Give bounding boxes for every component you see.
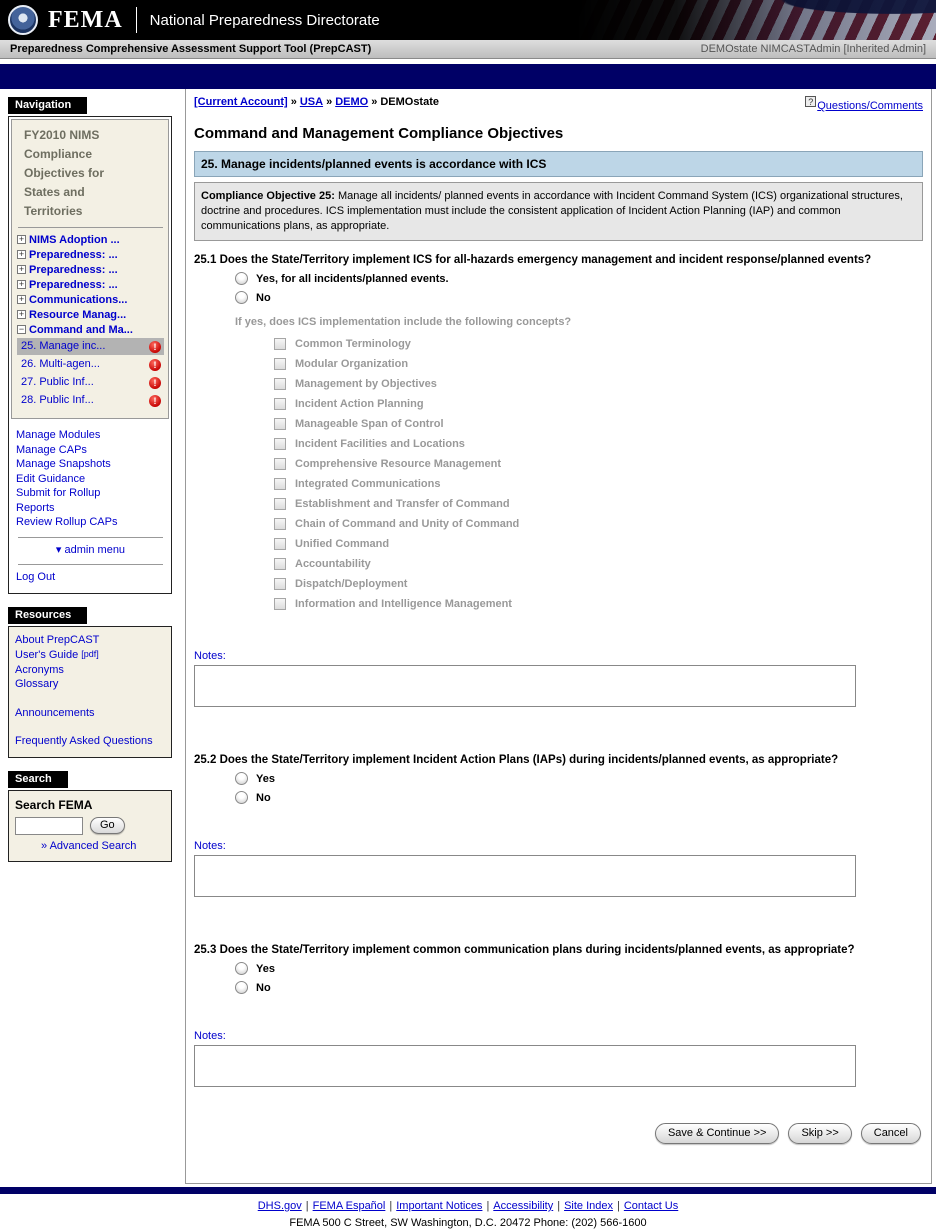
- spacer: [15, 720, 165, 734]
- concept-row: [274, 454, 923, 474]
- navigation-panel: [8, 116, 172, 594]
- footer-separator: |: [616, 1200, 620, 1212]
- q2-notes-textarea[interactable]: [194, 855, 856, 897]
- q1-followup-text: If yes, does ICS implementation include the following concepts?: [235, 316, 572, 328]
- concept-label: Management by Objectives: [295, 378, 437, 390]
- concept-label: Accountability: [295, 558, 371, 570]
- app-title-bar: [0, 40, 936, 59]
- concept-row: [274, 374, 923, 394]
- expand-icon[interactable]: +: [18, 234, 25, 244]
- q1-concepts-list: [274, 334, 923, 614]
- tree-item-resource-management[interactable]: [17, 308, 139, 322]
- concept-checkbox: [274, 418, 286, 430]
- q3-yes-label[interactable]: Yes: [256, 962, 275, 975]
- footer-navy-bar: [0, 1187, 936, 1194]
- alert-icon: !: [149, 359, 161, 371]
- concept-row: [274, 594, 923, 614]
- announcements-link[interactable]: Announcements: [15, 706, 95, 719]
- q2-no-label[interactable]: No: [256, 791, 271, 804]
- admin-menu-row: [16, 543, 165, 558]
- faq-link[interactable]: Frequently Asked Questions: [15, 735, 153, 747]
- breadcrumb-separator: »: [326, 96, 333, 108]
- sidebar: [8, 89, 172, 862]
- footer-link-site-index[interactable]: Site Index: [564, 1200, 613, 1212]
- concept-checkbox: [274, 438, 286, 450]
- directorate-title: National Preparedness Directorate: [149, 11, 380, 29]
- concept-checkbox: [274, 458, 286, 470]
- resource-row: [15, 633, 165, 648]
- sub-item-label[interactable]: 27. Public Inf...: [21, 376, 94, 388]
- footer-link-espanol[interactable]: FEMA Español: [312, 1200, 386, 1212]
- q1-yes-radio[interactable]: [235, 272, 248, 285]
- objective-text: Manage all incidents/ planned events in accordance with Incident Command System (ICS) organizational structures, doctrine and procedures. ICS implementation must include the consistent application of Incident Action Planning (IAP) and common communications plans, as appropriate.: [201, 190, 903, 232]
- question-25-3: 25.3 Does the State/Territory implement common communication plans during incidents/planned events, as appropriate?: [194, 944, 855, 956]
- logout-link[interactable]: Log Out: [16, 571, 56, 583]
- tree-item-nims-adoption[interactable]: [17, 233, 139, 247]
- concept-label: Common Terminology: [295, 338, 411, 350]
- q1-no-label[interactable]: No: [256, 291, 271, 304]
- question-25-1: 25.1 Does the State/Territory implement ICS for all-hazards emergency management and incident response/planned events?: [194, 254, 872, 266]
- concept-checkbox: [274, 518, 286, 530]
- tree-item-label[interactable]: Preparedness: ...: [29, 249, 118, 261]
- q2-no-radio[interactable]: [235, 791, 248, 804]
- tree-item-preparedness-1[interactable]: [17, 248, 139, 262]
- sidebar-item-manage-snapshots[interactable]: Manage Snapshots: [16, 458, 111, 470]
- concept-checkbox: [274, 538, 286, 550]
- breadcrumb-separator: »: [371, 96, 378, 108]
- spacer: [15, 692, 165, 706]
- tree-item-label[interactable]: Communications...: [29, 294, 128, 306]
- tree-item-label[interactable]: Command and Ma...: [29, 324, 133, 336]
- tree-item-label[interactable]: Preparedness: ...: [29, 264, 118, 276]
- expand-icon[interactable]: +: [18, 279, 25, 289]
- footer-link-contact-us[interactable]: Contact Us: [623, 1200, 679, 1212]
- q1-notes-textarea[interactable]: [194, 665, 856, 707]
- page-title: Command and Management Compliance Objectives: [194, 125, 564, 142]
- expand-icon[interactable]: +: [18, 294, 25, 304]
- glossary-link[interactable]: Glossary: [15, 678, 59, 690]
- concept-label: Information and Intelligence Management: [295, 598, 512, 610]
- user-info: DEMOstate NIMCASTAdmin [Inherited Admin]: [700, 43, 926, 55]
- concept-row: [274, 414, 923, 434]
- breadcrumb-separator: »: [290, 96, 297, 108]
- footer-separator: |: [557, 1200, 561, 1212]
- about-prepcast-link[interactable]: About PrepCAST: [15, 633, 100, 646]
- sidebar-item-objective-25[interactable]: [17, 338, 164, 355]
- concept-checkbox: [274, 338, 286, 350]
- concept-label: Manageable Span of Control: [295, 418, 444, 430]
- concept-label: Comprehensive Resource Management: [295, 458, 502, 470]
- resource-row: [15, 647, 165, 663]
- cancel-button[interactable]: Cancel: [861, 1123, 921, 1144]
- concept-label: Incident Facilities and Locations: [295, 438, 465, 450]
- content-row: [0, 89, 936, 1184]
- concept-label: Dispatch/Deployment: [295, 578, 408, 590]
- concept-label: Unified Command: [295, 538, 390, 550]
- concept-label: Incident Action Planning: [295, 398, 424, 410]
- admin-menu-label: admin menu: [64, 543, 126, 556]
- q1-option-yes: [235, 272, 923, 285]
- breadcrumb-demo[interactable]: DEMO: [335, 96, 369, 108]
- users-guide-link[interactable]: User's Guide: [15, 649, 79, 661]
- concept-row: [274, 494, 923, 514]
- q2-yes-radio[interactable]: [235, 772, 248, 785]
- sidebar-item-manage-modules[interactable]: Manage Modules: [16, 429, 101, 441]
- search-go-button[interactable]: Go: [90, 817, 125, 834]
- tree-title: FY2010 NIMS Compliance Objectives for States and Territories: [24, 128, 105, 218]
- q3-option-no: [235, 981, 923, 994]
- questions-comments-link[interactable]: Questions/Comments: [817, 100, 923, 112]
- alert-icon: !: [149, 341, 161, 353]
- resource-row: [15, 706, 165, 721]
- sub-item-label[interactable]: 25. Manage inc...: [21, 340, 106, 352]
- sub-item-label[interactable]: 28. Public Inf...: [21, 394, 94, 406]
- resource-row: [15, 663, 165, 678]
- footer-link-dhs[interactable]: DHS.gov: [257, 1200, 302, 1212]
- breadcrumb-current-page: DEMOstate: [380, 96, 439, 108]
- divider: [18, 537, 163, 538]
- concept-checkbox: [274, 558, 286, 570]
- main-top-row: [194, 89, 923, 112]
- sidebar-item-reports[interactable]: Reports: [16, 501, 55, 514]
- concept-checkbox: [274, 578, 286, 590]
- fema-logo: FEMA: [48, 6, 123, 33]
- search-row: [15, 817, 165, 835]
- search-panel: [8, 790, 172, 862]
- alert-icon: !: [149, 377, 161, 389]
- breadcrumb: [194, 96, 439, 112]
- tree-item-preparedness-3[interactable]: [17, 278, 139, 292]
- footer-separator: |: [389, 1200, 393, 1212]
- concept-checkbox: [274, 358, 286, 370]
- save-continue-button[interactable]: Save & Continue >>: [655, 1123, 779, 1144]
- navigation-panel-label: Navigation: [8, 97, 87, 114]
- tree-item-label[interactable]: Preparedness: ...: [29, 279, 118, 291]
- help-icon: ?: [805, 96, 816, 107]
- skip-button[interactable]: Skip >>: [788, 1123, 851, 1144]
- footer-links: [0, 1194, 936, 1212]
- flag-image: [576, 0, 936, 40]
- concept-row: [274, 334, 923, 354]
- section-header: 25. Manage incidents/planned events is accordance with ICS: [194, 151, 923, 177]
- search-title: Search FEMA: [15, 797, 93, 812]
- dhs-seal-icon: [8, 5, 38, 35]
- expand-icon[interactable]: +: [18, 309, 25, 319]
- tree-divider: [18, 227, 163, 228]
- q3-yes-radio[interactable]: [235, 962, 248, 975]
- app-title: Preparedness Comprehensive Assessment Support Tool (PrepCAST): [10, 43, 372, 55]
- tree-item-label[interactable]: NIMS Adoption ...: [29, 234, 120, 246]
- sub-item-label[interactable]: 26. Multi-agen...: [21, 358, 100, 370]
- search-panel-label: Search: [8, 771, 68, 788]
- tree-item-communications[interactable]: [17, 293, 139, 307]
- concept-row: [274, 554, 923, 574]
- tree-item-preparedness-2[interactable]: [17, 263, 139, 277]
- top-header: [0, 0, 936, 40]
- sidebar-item-objective-26[interactable]: [17, 356, 164, 373]
- expand-icon[interactable]: +: [18, 264, 25, 274]
- concept-row: [274, 534, 923, 554]
- concept-row: [274, 394, 923, 414]
- sidebar-item-edit-guidance[interactable]: Edit Guidance: [16, 472, 86, 485]
- q2-option-no: [235, 791, 923, 804]
- objectives-tree: [11, 119, 169, 419]
- main-content: [185, 89, 932, 1184]
- footer-separator: |: [305, 1200, 309, 1212]
- q2-option-yes: [235, 772, 923, 785]
- question-25-2: 25.2 Does the State/Territory implement Incident Action Plans (IAPs) during incidents/planned events, as appropriate?: [194, 754, 839, 766]
- tree-item-label[interactable]: Resource Manag...: [29, 309, 127, 321]
- footer-address: FEMA 500 C Street, SW Washington, D.C. 20472 Phone: (202) 566-1600: [289, 1217, 647, 1229]
- q3-option-yes: [235, 962, 923, 975]
- sidebar-item-manage-caps[interactable]: Manage CAPs: [16, 443, 87, 456]
- resource-row: [15, 677, 165, 692]
- sidebar-item-objective-28[interactable]: [17, 392, 164, 409]
- footer: [0, 1187, 936, 1229]
- collapse-icon[interactable]: −: [18, 324, 25, 334]
- q3-no-label[interactable]: No: [256, 981, 271, 994]
- concept-checkbox: [274, 378, 286, 390]
- navy-bar: [0, 64, 936, 89]
- concept-checkbox: [274, 478, 286, 490]
- footer-link-accessibility[interactable]: Accessibility: [493, 1200, 554, 1212]
- sidebar-item-submit-for-rollup[interactable]: Submit for Rollup: [16, 487, 101, 499]
- pdf-tag: [pdf]: [81, 649, 99, 659]
- q2-yes-label[interactable]: Yes: [256, 772, 275, 785]
- footer-separator: |: [486, 1200, 490, 1212]
- advanced-search-link[interactable]: » Advanced Search: [41, 839, 137, 852]
- concept-row: [274, 434, 923, 454]
- q1-notes-label: Notes:: [194, 650, 226, 662]
- q3-no-radio[interactable]: [235, 981, 248, 994]
- compliance-objective-box: [194, 182, 923, 241]
- q1-option-no: [235, 291, 923, 304]
- concept-checkbox: [274, 398, 286, 410]
- sidebar-item-objective-27[interactable]: [17, 374, 164, 391]
- tree-item-command-management[interactable]: [17, 323, 139, 337]
- concept-row: [274, 474, 923, 494]
- concept-checkbox: [274, 598, 286, 610]
- q2-notes-label: Notes:: [194, 840, 226, 852]
- divider: [18, 564, 163, 565]
- concept-label: Establishment and Transfer of Command: [295, 498, 510, 510]
- concept-row: [274, 574, 923, 594]
- resources-panel: [8, 626, 172, 758]
- q1-yes-label[interactable]: Yes, for all incidents/planned events.: [256, 272, 449, 285]
- q1-no-radio[interactable]: [235, 291, 248, 304]
- concept-row: [274, 514, 923, 534]
- q3-notes-label: Notes:: [194, 1030, 226, 1042]
- acronyms-link[interactable]: Acronyms: [15, 663, 64, 676]
- concept-row: [274, 354, 923, 374]
- questions-comments: [805, 96, 923, 112]
- concept-checkbox: [274, 498, 286, 510]
- resources-panel-label: Resources: [8, 607, 87, 624]
- breadcrumb-current-account[interactable]: [Current Account]: [194, 96, 288, 108]
- alert-icon: !: [149, 395, 161, 407]
- objective-label: Compliance Objective 25:: [201, 190, 335, 202]
- sidebar-item-review-rollup-caps[interactable]: Review Rollup CAPs: [16, 516, 118, 528]
- q3-notes-textarea[interactable]: [194, 1045, 856, 1087]
- concept-label: Modular Organization: [295, 358, 409, 370]
- logo-divider: [136, 7, 137, 33]
- admin-menu-toggle[interactable]: [16, 543, 165, 558]
- expand-icon[interactable]: +: [18, 249, 25, 259]
- concept-label: Integrated Communications: [295, 478, 441, 490]
- action-button-row: [194, 1123, 923, 1144]
- chevron-down-icon: ▾: [55, 543, 62, 556]
- resource-row: [15, 734, 165, 749]
- concept-label: Chain of Command and Unity of Command: [295, 518, 520, 530]
- footer-link-important-notices[interactable]: Important Notices: [396, 1200, 483, 1212]
- breadcrumb-usa[interactable]: USA: [299, 96, 324, 108]
- search-input[interactable]: [15, 817, 83, 835]
- sidebar-links: [11, 419, 169, 591]
